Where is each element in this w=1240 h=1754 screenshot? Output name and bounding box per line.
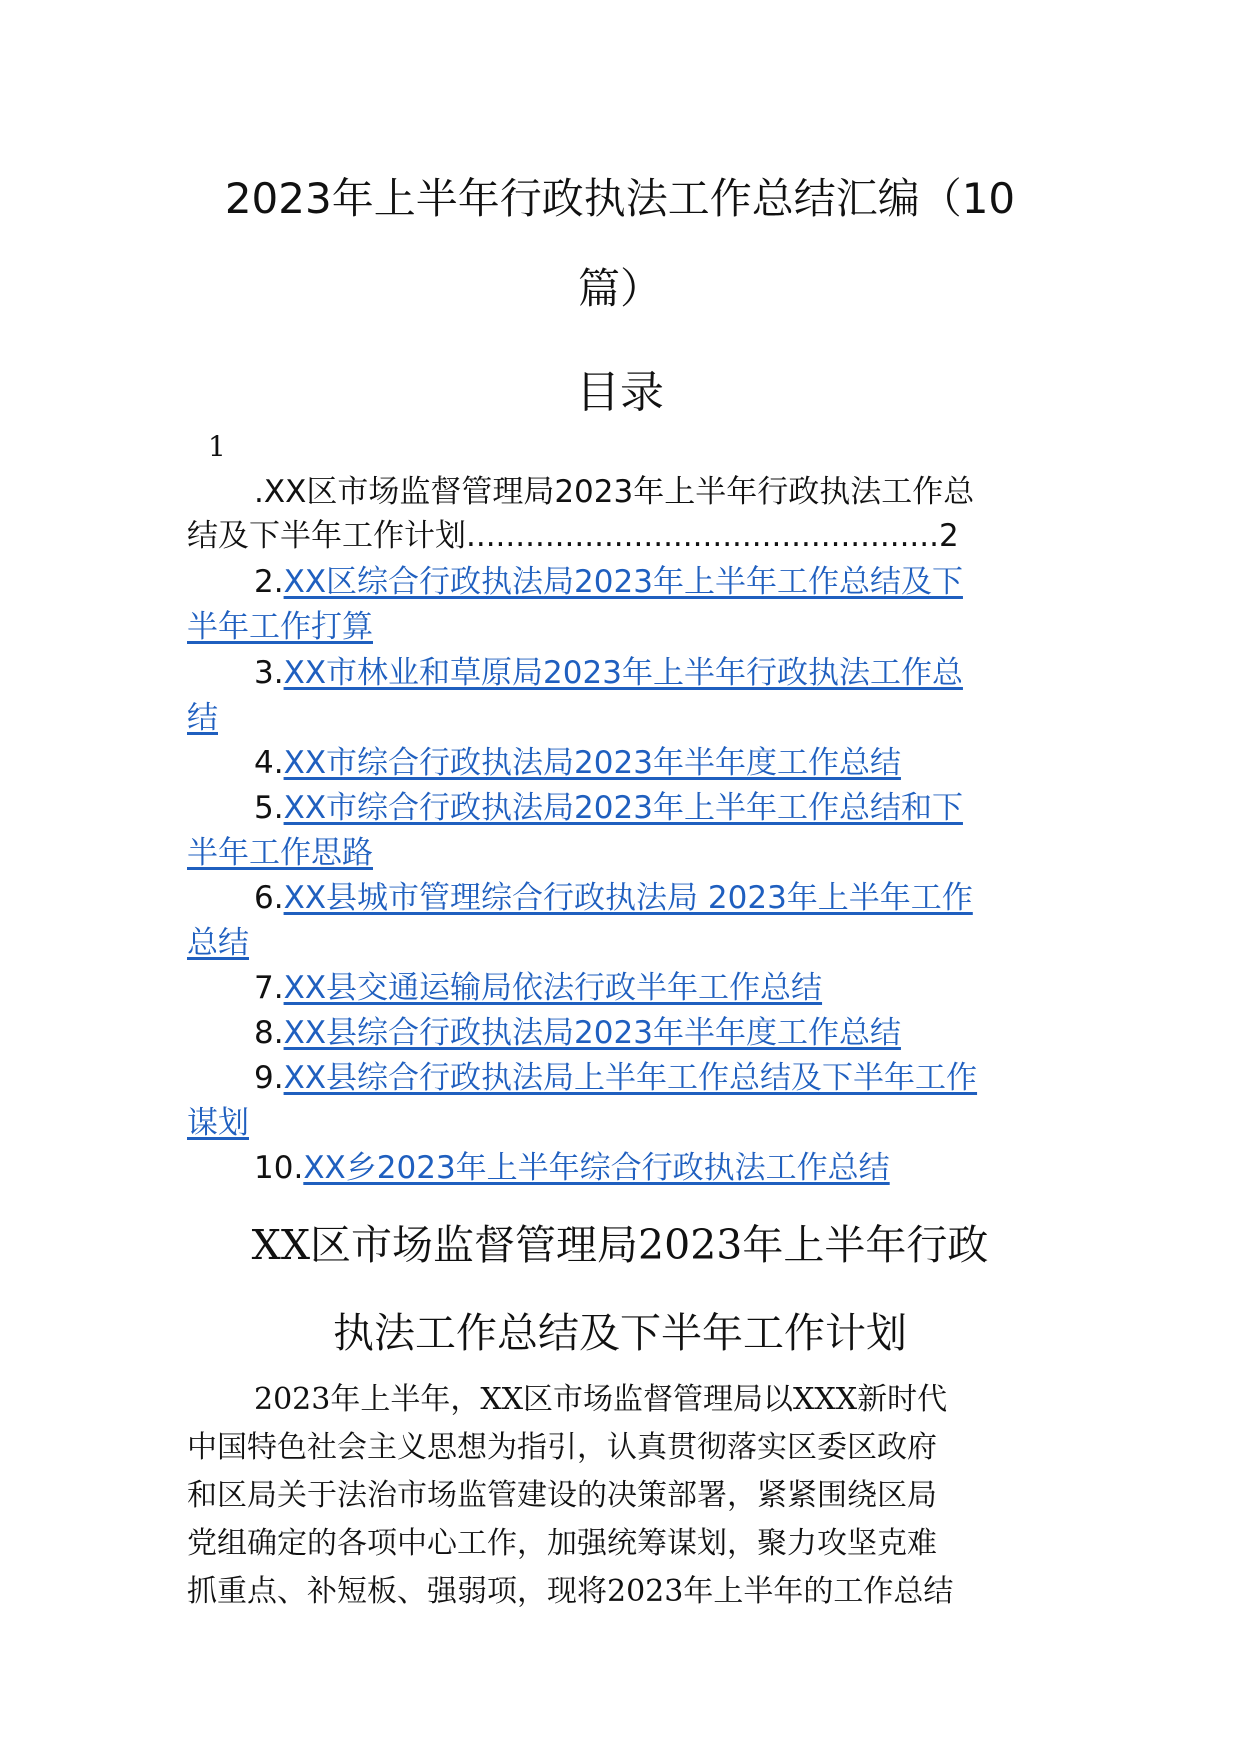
toc-entry-7-number: 7. [254, 970, 284, 1006]
toc-entry-6-number: 6. [254, 880, 284, 916]
toc-link-9[interactable]: XX县综合行政执法局上半年工作总结及下半年工作 [283, 1060, 978, 1096]
toc-entry-1-line2 [187, 518, 1055, 554]
paragraph-line-4: 党组确定的各项中心工作，加强统筹谋划，聚力攻坚克难 [187, 1526, 937, 1561]
toc-entry-9 [254, 1060, 978, 1096]
toc-entry-9-number: 9. [254, 1060, 284, 1096]
section-title-line2: 执法工作总结及下半年工作计划 [333, 1309, 907, 1357]
toc-entry-3 [254, 655, 963, 691]
toc-heading: 目录 [576, 367, 664, 418]
paragraph-line-5: 抓重点、补短板、强弱项，现将2023年上半年的工作总结 [187, 1574, 954, 1609]
toc-link-7[interactable]: XX县交通运输局依法行政半年工作总结 [283, 970, 823, 1006]
toc-entry-4-number: 4. [254, 745, 284, 781]
toc-link-5-line2[interactable]: 半年工作思路 [187, 835, 373, 871]
toc-entry-5 [254, 790, 963, 826]
document-title-line2: 篇） [577, 264, 662, 313]
toc-entry-2-number: 2. [254, 564, 284, 600]
toc-link-2-line2[interactable]: 半年工作打算 [187, 609, 373, 645]
toc-link-5[interactable]: XX市综合行政执法局2023年上半年工作总结和下 [283, 790, 963, 826]
toc-entry-7 [254, 970, 823, 1006]
toc-entry-1-text: 结及下半年工作计划 [187, 518, 466, 554]
toc-link-8[interactable]: XX县综合行政执法局2023年半年度工作总结 [283, 1015, 901, 1051]
toc-link-4[interactable]: XX市综合行政执法局2023年半年度工作总结 [283, 745, 901, 781]
paragraph-line-3: 和区局关于法治市场监管建设的决策部署，紧紧围绕区局 [187, 1478, 937, 1513]
paragraph-line-1: 2023年上半年，XX区市场监督管理局以XXX新时代 [254, 1382, 948, 1417]
toc-link-3[interactable]: XX市林业和草原局2023年上半年行政执法工作总 [283, 655, 963, 691]
toc-entry-8-number: 8. [254, 1015, 284, 1051]
toc-entry-4 [254, 745, 901, 781]
toc-entry-2 [254, 564, 963, 600]
paragraph-line-2: 中国特色社会主义思想为指引，认真贯彻落实区委区政府 [187, 1430, 937, 1465]
toc-entry-10-number: 10. [254, 1150, 304, 1186]
toc-entry-3-number: 3. [254, 655, 284, 691]
toc-entry-6 [254, 880, 973, 916]
toc-link-9-line2[interactable]: 谋划 [187, 1105, 249, 1141]
toc-first-number: 1 [208, 430, 226, 463]
document-title-line1: 2023年上半年行政执法工作总结汇编（10 [224, 174, 1016, 223]
toc-entry-10 [254, 1150, 890, 1186]
toc-entry-5-number: 5. [254, 790, 284, 826]
toc-link-6[interactable]: XX县城市管理综合行政执法局 2023年上半年工作 [283, 880, 973, 916]
toc-entry-1-line1: .XX区市场监督管理局2023年上半年行政执法工作总 [254, 474, 975, 510]
toc-entry-1-page: 2 [939, 518, 959, 554]
toc-link-3-line2[interactable]: 结 [187, 700, 218, 736]
section-title-line1: XX区市场监督管理局2023年上半年行政 [251, 1221, 989, 1269]
toc-leader-dots: ................................................ [466, 518, 939, 554]
toc-entry-8 [254, 1015, 901, 1051]
toc-link-10[interactable]: XX乡2023年上半年综合行政执法工作总结 [303, 1150, 890, 1186]
toc-link-6-line2[interactable]: 总结 [187, 925, 249, 961]
toc-link-2[interactable]: XX区综合行政执法局2023年上半年工作总结及下 [283, 564, 963, 600]
